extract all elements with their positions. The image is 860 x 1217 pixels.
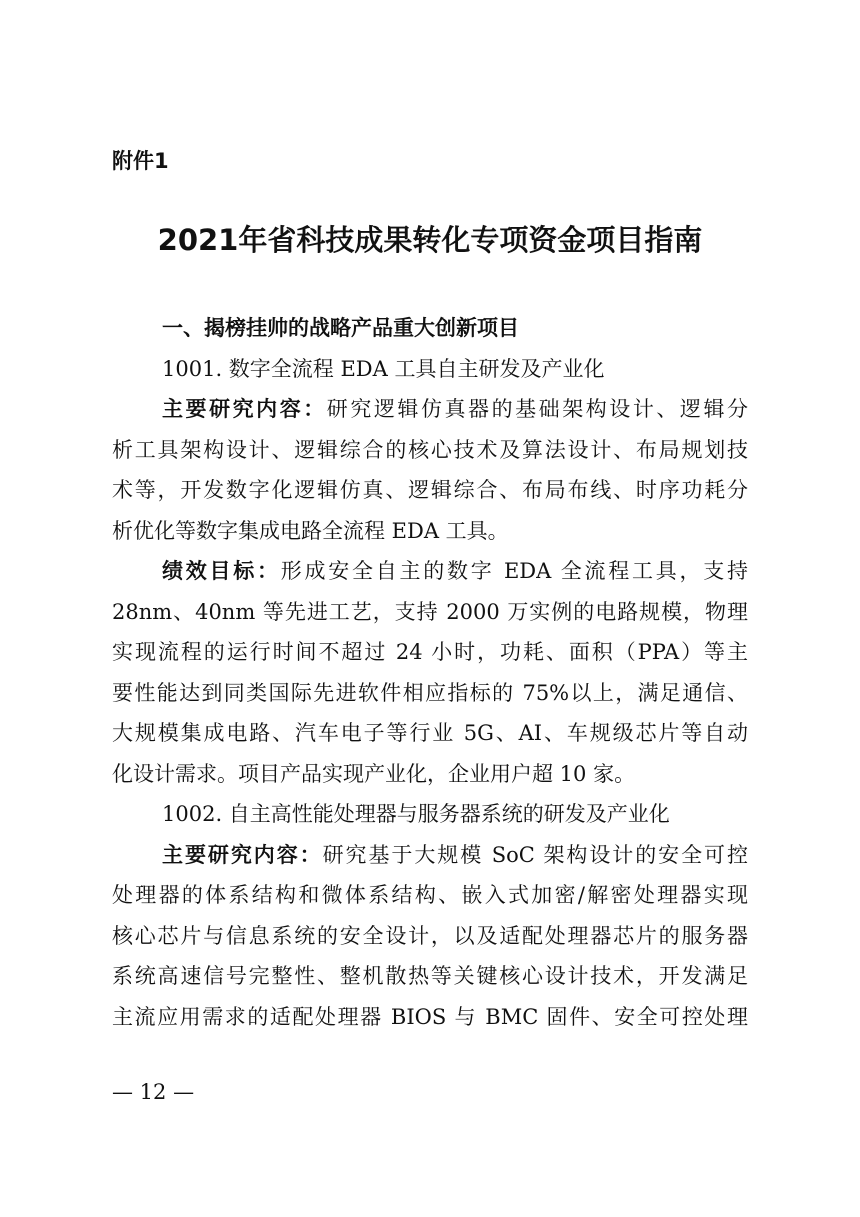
item-1001-research-line-3: 术等，开发数字化逻辑仿真、逻辑综合、布局布线、时序功耗分 [112, 478, 748, 502]
item-1001-goal-line-2: 28nm、40nm 等先进工艺，支持 2000 万实例的电路规模，物理 [112, 599, 748, 624]
item-1002-research-line-3: 核心芯片与信息系统的安全设计，以及适配处理器芯片的服务器 [112, 923, 748, 948]
item-1001-research-line-1: 主要研究内容：研究逻辑仿真器的基础架构设计、逻辑分 [162, 397, 749, 421]
document-body [112, 308, 748, 1037]
goal-label: 绩效目标： [162, 559, 281, 583]
item-1001-goal-line-1: 绩效目标：形成安全自主的数字 EDA 全流程工具，支持 [162, 559, 748, 583]
item-1001-research-line-4: 析优化等数字集成电路全流程 EDA 工具。 [112, 518, 509, 543]
item-1002-research-line-4: 系统高速信号完整性、整机散热等关键核心设计技术，开发满足 [112, 964, 748, 988]
page-number: — 12 — [112, 1080, 195, 1104]
document-title: 2021年省科技成果转化专项资金项目指南 [157, 223, 703, 257]
item-1002-research-line-2: 处理器的体系结构和微体系结构、嵌入式加密/解密处理器实现 [112, 883, 748, 907]
research-label: 主要研究内容： [162, 397, 327, 421]
item-1002-research-line-5: 主流应用需求的适配处理器 BIOS 与 BMC 固件、安全可控处理 [112, 1004, 748, 1029]
attachment-label: 附件1 [112, 149, 169, 173]
item-1001-goal-line-6: 化设计需求。项目产品实现产业化，企业用户超 10 家。 [112, 761, 636, 786]
item-1001-goal-line-3: 实现流程的运行时间不超过 24 小时，功耗、面积（PPA）等主 [112, 640, 748, 664]
section-heading: 一、揭榜挂帅的战略产品重大创新项目 [162, 316, 519, 340]
item-1001-research-line-2: 析工具架构设计、逻辑综合的核心技术及算法设计、布局规划技 [112, 437, 748, 462]
item-1002-title: 1002. 自主高性能处理器与服务器系统的研发及产业化 [162, 802, 670, 826]
item-1001-goal-line-5: 大规模集成电路、汽车电子等行业 5G、AI、车规级芯片等自动 [112, 721, 748, 745]
item-1002-research-line-1: 主要研究内容：研究基于大规模 SoC 架构设计的安全可控 [162, 842, 748, 867]
research-label: 主要研究内容： [162, 842, 323, 867]
item-1001-title: 1001. 数字全流程 EDA 工具自主研发及产业化 [162, 356, 605, 381]
item-1001-goal-line-4: 要性能达到同类国际先进软件相应指标的 75%以上，满足通信、 [112, 680, 748, 705]
